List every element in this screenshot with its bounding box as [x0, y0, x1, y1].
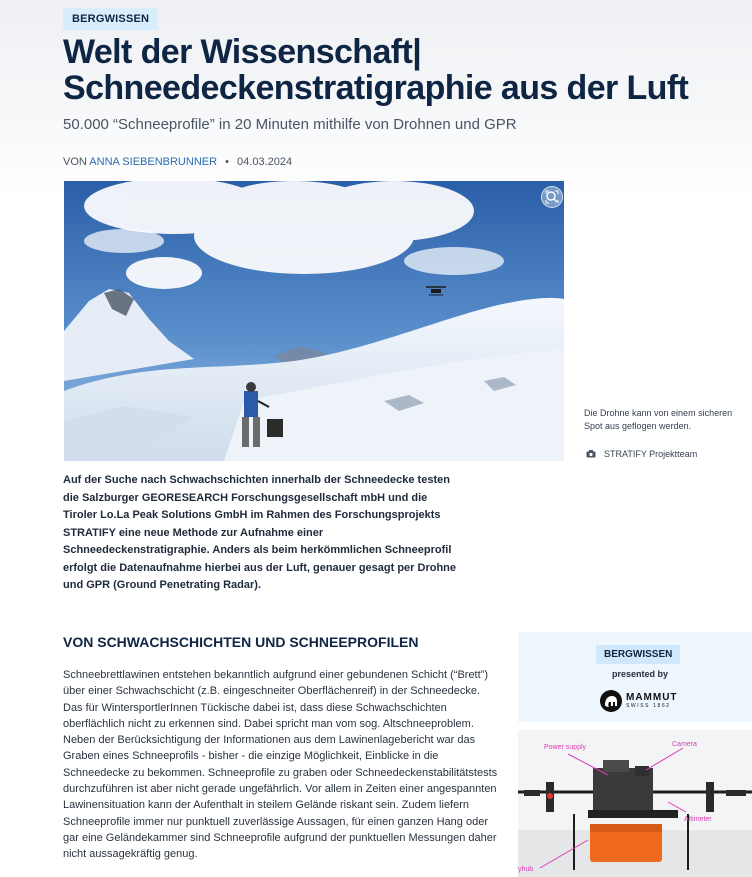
- section-body: Schneebrettlawinen entstehen bekanntlich aufgrund einer gebundenen Schicht (“Brett”) über einer Schwachschicht (z.B. eingeschneiter Oberflächenreif) in der Schneedecke. Das für WintersportlerInnen Tückische dabei ist, dass diese Schwachschichten oberflächlich nicht zu erkennen sind. Dabei spricht man vom sog. Altschneeproblem. Neben der Berücksichtigung der Informationen aus dem Lawinenlagebericht war das Graben eines Schneeprofils - bisher - die einzige Möglichkeit, Einblicke in die Schneedecke zu bekommen. Schneeprofile zu graben oder Schneedeckenstabilitätstests durchzuführen ist aber nicht gerade ungefährlich. Vor allem in Zeiten einer angespannten Lawinensituation kann der Aufenthalt in steilem Gelände riskant sein. Zudem liefern Schneeprofile immer nur punktuell zuverlässige Aussagen, für einen ganzen Hang oder gar eine Geländekammer sind Schneeprofile aufgrund der punktuellen Messungen daher nicht aussagekräftig genug.: [63, 669, 498, 861]
- presented-by-label: presented by: [612, 669, 669, 679]
- category-badge[interactable]: BERGWISSEN: [63, 8, 158, 30]
- byline: [63, 156, 292, 168]
- drone-diagram-image[interactable]: [518, 730, 752, 877]
- hero-image[interactable]: [64, 181, 564, 461]
- camera-icon: [586, 450, 596, 458]
- section-heading: VON SCHWACHSCHICHTEN UND SCHNEEPROFILEN: [63, 634, 419, 650]
- byline-separator: •: [225, 156, 229, 168]
- image-credit-text: STRATIFY Projektteam: [604, 449, 698, 459]
- hero-illustration: [64, 181, 564, 461]
- label-hub: yhub: [518, 866, 534, 873]
- image-zoom-button[interactable]: [541, 186, 563, 208]
- label-camera: Camera: [672, 741, 697, 748]
- article-title: Welt der Wissenschaft| Schneedeckenstratigraphie aus der Luft: [63, 33, 689, 107]
- drone-diagram: [518, 730, 752, 877]
- image-credit: [586, 449, 697, 459]
- label-altimeter: Altimeter: [684, 816, 712, 823]
- brand-subline: SWISS 1862: [626, 703, 671, 709]
- sponsor-logo[interactable]: [600, 690, 678, 712]
- publish-date: 04.03.2024: [237, 156, 293, 168]
- byline-prefix: VON: [63, 156, 87, 168]
- article-subtitle: 50.000 “Schneeprofile” in 20 Minuten mithilfe von Drohnen und GPR: [63, 116, 517, 133]
- author-link[interactable]: ANNA SIEBENBRUNNER: [89, 156, 218, 168]
- image-caption: Die Drohne kann von einem sicheren Spot aus geflogen werden.: [584, 408, 733, 431]
- brand-name: MAMMUT: [626, 692, 678, 703]
- label-power-supply: Power supply: [544, 744, 587, 751]
- mammut-logo-icon: [600, 690, 622, 712]
- zoom-icon: [542, 187, 562, 207]
- article-lead: Auf der Suche nach Schwachschichten innerhalb der Schneedecke testen die Salzburger GEORESEARCH Forschungsgesellschaft mbH und die Tiroler Lo.La Peak Solutions GmbH im Rahmen des Forschungsprojekts STRATIFY eine neue Methode zur Aufnahme einer Schneedeckenstratigraphie. Anders als beim herkömmlichen Schneeprofil erfolgt die Datenaufnahme hierbei aus der Luft, genauer gesagt per Drohne und GPR (Ground Penetrating Radar).: [63, 474, 457, 591]
- sponsor-category-badge[interactable]: BERGWISSEN: [596, 645, 680, 664]
